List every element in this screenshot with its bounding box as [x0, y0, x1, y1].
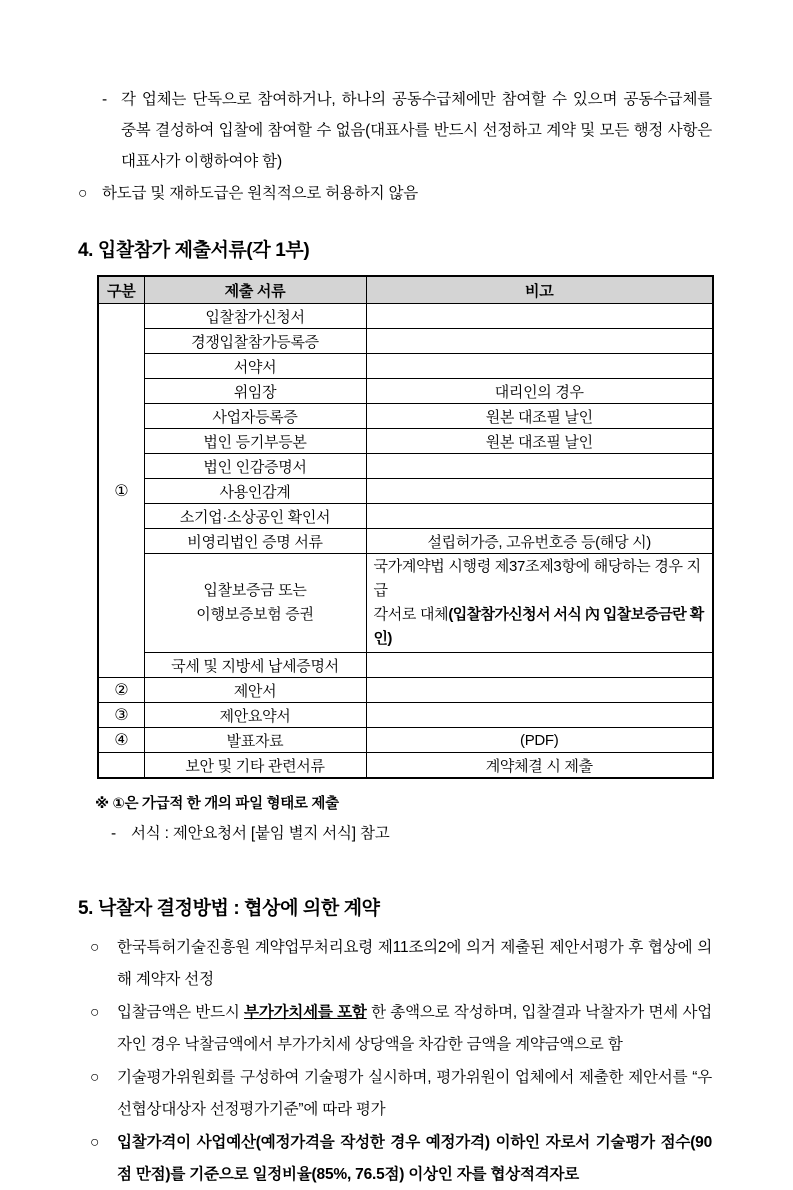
bond-note-line2: 각서로 대체(입찰참가신청서 서식 內 입찰보증금란 확인)	[373, 606, 704, 647]
doc-cell: 입찰참가신청서	[144, 304, 366, 329]
table-row	[98, 479, 713, 504]
note-cell: 계약체결 시 제출	[366, 753, 713, 779]
note-cell	[366, 454, 713, 479]
bullet-item	[78, 1127, 712, 1190]
bullet-item	[78, 1062, 712, 1125]
group3-cell: ③	[98, 703, 144, 728]
table-row	[98, 304, 713, 329]
circle-bullet: ○	[90, 1134, 100, 1151]
note-cell	[366, 504, 713, 529]
doc-cell: 발표자료	[144, 728, 366, 753]
vat-included-emphasis: 부가가치세를 포함	[244, 1004, 367, 1021]
table-row	[98, 653, 713, 678]
doc-cell: 경쟁입찰참가등록증	[144, 329, 366, 354]
table-row	[98, 529, 713, 554]
note-cell: (PDF)	[366, 728, 713, 753]
note-cell	[366, 479, 713, 504]
table-row	[98, 753, 713, 779]
table-row	[98, 379, 713, 404]
table-row	[98, 329, 713, 354]
bullet-text: 입찰금액은 반드시 부가가치세를 포함 한 총액으로 작성하며, 입찰결과 낙찰자가 면세 사업자인 경우 낙찰금액에서 부가가치세 상당액을 차감한 금액을 계약금액으로 함	[117, 1004, 712, 1053]
header-doc: 제출 서류	[144, 276, 366, 304]
note-cell	[366, 678, 713, 703]
doc-cell	[144, 554, 366, 653]
section4-heading: 4. 입찰참가 제출서류(각 1부)	[78, 240, 310, 261]
table-row	[98, 678, 713, 703]
table-footnote: ※ ①은 가급적 한 개의 파일 형태로 제출	[95, 796, 339, 812]
note-cell: 설립허가증, 고유번호증 등(해당 시)	[366, 529, 713, 554]
group4-cell: ④	[98, 728, 144, 753]
table-row	[98, 703, 713, 728]
intro-subitem-text: 각 업체는 단독으로 참여하거나, 하나의 공동수급체에만 참여할 수 있으며 공동수급체를 중복 결성하여 입찰에 참여할 수 없음(대표사를 반드시 선정하고 계약 및 모든 행정 사항은 대표사가 이행하여야 함)	[121, 91, 712, 170]
note-cell	[366, 329, 713, 354]
section5-heading: 5. 낙찰자 결정방법 : 협상에 의한 계약	[78, 898, 380, 919]
doc-cell: 사용인감계	[144, 479, 366, 504]
table-row	[98, 404, 713, 429]
circle-bullet: ○	[90, 1069, 100, 1086]
table-row-bond	[98, 554, 713, 653]
intro-item	[78, 178, 712, 209]
doc-cell: 사업자등록증	[144, 404, 366, 429]
doc-cell: 위임장	[144, 379, 366, 404]
note-cell	[366, 304, 713, 329]
table-footnote-sub	[111, 821, 712, 847]
note-cell	[366, 354, 713, 379]
table-row	[98, 454, 713, 479]
intro-item-text: 하도급 및 재하도급은 원칙적으로 허용하지 않음	[102, 185, 418, 202]
doc-cell: 제안서	[144, 678, 366, 703]
group1-cell: ①	[98, 304, 144, 678]
bullet-text: 기술평가위원회를 구성하여 기술평가 실시하며, 평가위원이 업체에서 제출한 제안서를 “우선협상대상자 선정평가기준”에 따라 평가	[117, 1069, 712, 1118]
note-cell	[366, 653, 713, 678]
intro-block	[78, 84, 712, 209]
doc-cell: 비영리법인 증명 서류	[144, 529, 366, 554]
table-row	[98, 728, 713, 753]
doc-cell: 제안요약서	[144, 703, 366, 728]
circle-bullet: ○	[78, 185, 88, 202]
group2-cell: ②	[98, 678, 144, 703]
circle-bullet: ○	[90, 939, 100, 956]
section5-bullets	[78, 932, 712, 1190]
submission-documents-table	[97, 275, 714, 779]
header-note: 비고	[366, 276, 713, 304]
bullet-text: 한국특허기술진흥원 계약업무처리요령 제11조의2에 의거 제출된 제안서평가 후 협상에 의해 계약자 선정	[117, 939, 712, 988]
table-row	[98, 354, 713, 379]
bond-doc-line2: 이행보증보험 증권	[196, 606, 314, 623]
doc-cell: 보안 및 기타 관련서류	[144, 753, 366, 779]
bullet-item	[78, 932, 712, 995]
doc-cell: 법인 인감증명서	[144, 454, 366, 479]
note-cell	[366, 703, 713, 728]
bond-doc-line1: 입찰보증금 또는	[203, 582, 307, 599]
intro-subitem	[102, 84, 712, 177]
header-group: 구분	[98, 276, 144, 304]
table-row	[98, 429, 713, 454]
doc-cell: 서약서	[144, 354, 366, 379]
doc-cell: 법인 등기부등본	[144, 429, 366, 454]
note-cell: 원본 대조필 날인	[366, 429, 713, 454]
doc-cell: 소기업·소상공인 확인서	[144, 504, 366, 529]
bullet-text: 입찰가격이 사업예산(예정가격을 작성한 경우 예정가격) 이하인 자로서 기술평가 점수(90점 만점)를 기준으로 일정비율(85%, 76.5점) 이상인 자를 협상적격자로	[117, 1134, 712, 1183]
table-row	[98, 504, 713, 529]
doc-cell: 국세 및 지방세 납세증명서	[144, 653, 366, 678]
note-cell: 대리인의 경우	[366, 379, 713, 404]
dash-bullet: -	[111, 825, 116, 842]
note-cell	[366, 554, 713, 653]
note-cell: 원본 대조필 날인	[366, 404, 713, 429]
table-header-row	[98, 276, 713, 304]
bond-note-line1: 국가계약법 시행령 제37조제3항에 해당하는 경우 지급	[373, 558, 701, 599]
bullet-item	[78, 997, 712, 1060]
group-empty-cell	[98, 753, 144, 779]
table-footnote-sub-text: 서식 : 제안요청서 [붙임 별지 서식] 참고	[131, 825, 390, 842]
dash-bullet: -	[102, 91, 107, 108]
circle-bullet: ○	[90, 1004, 100, 1021]
